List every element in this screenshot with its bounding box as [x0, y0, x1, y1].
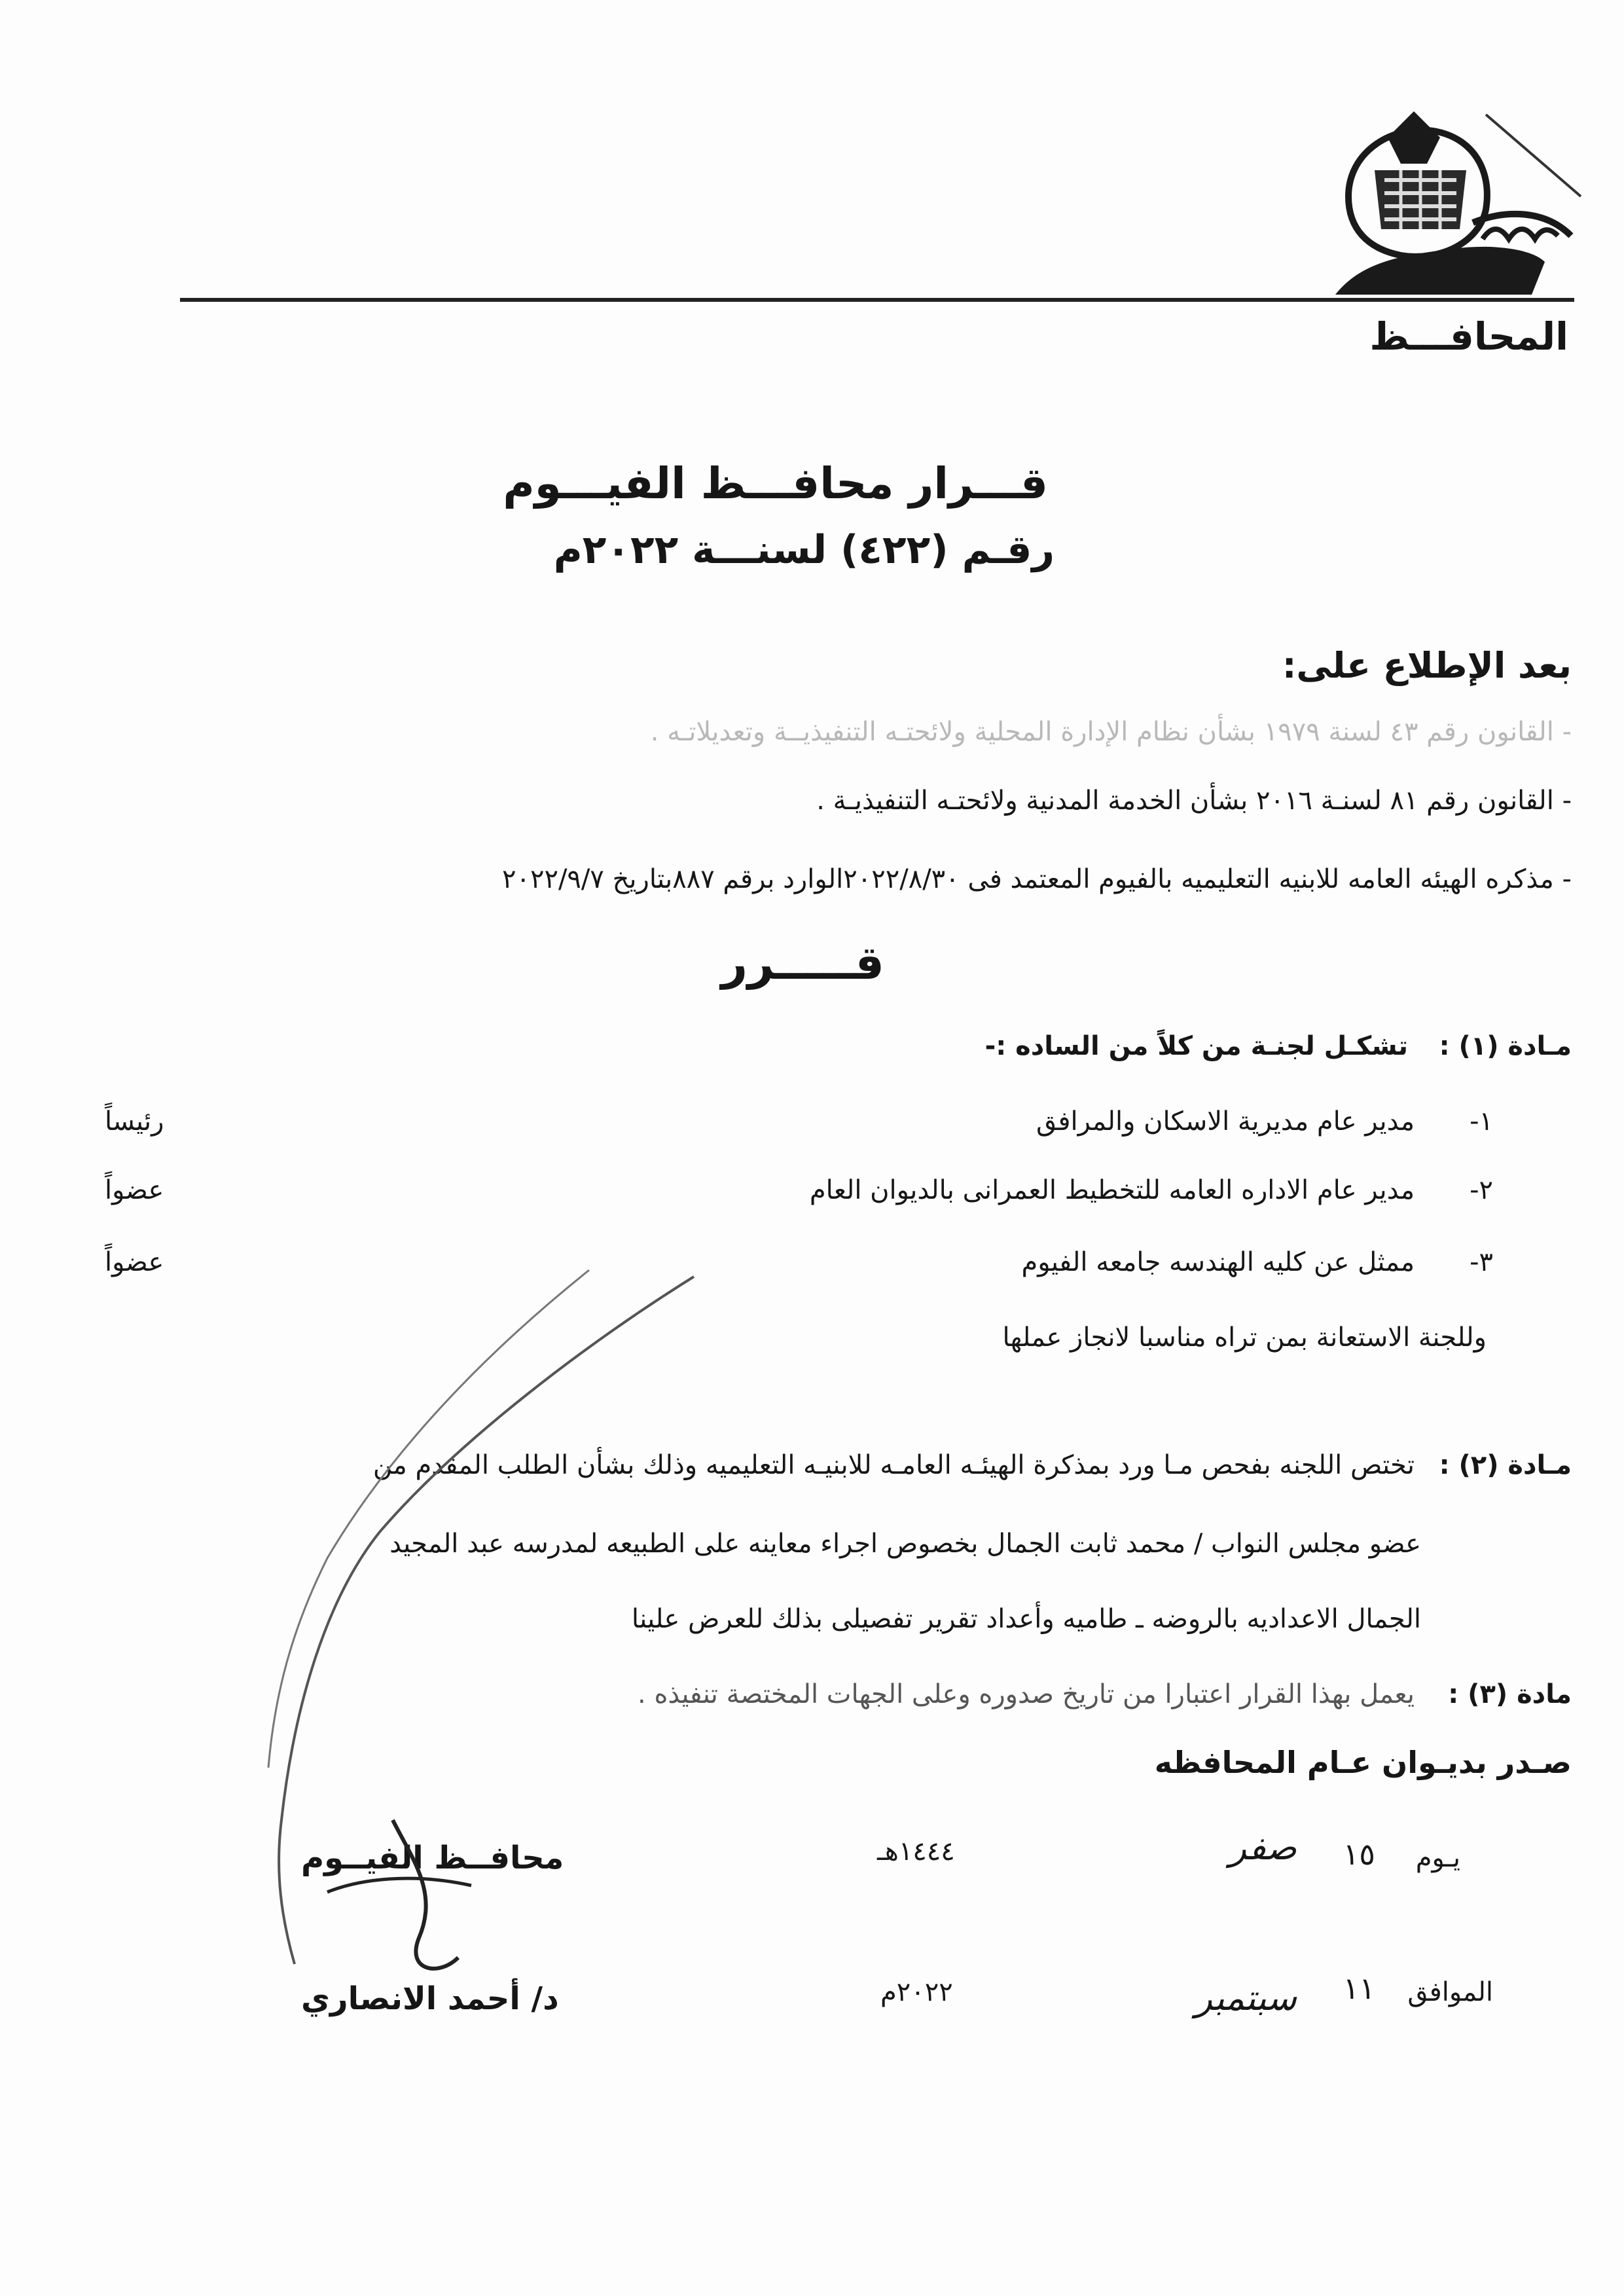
article-1-label: مـادة (١) : — [1439, 1031, 1572, 1061]
article-3-label: مادة (٣) : — [1448, 1679, 1572, 1709]
article-2-line: تختص اللجنه بفحص مـا ورد بمذكرة الهيئـه العامـه للابنيـه التعليميه وذلك بشأن الطلب المقدم من — [372, 1450, 1415, 1480]
signature-title: محافــظ الفيــوم — [301, 1840, 564, 1876]
decided-heading: قـــــرر — [721, 936, 884, 990]
member-number: ٢- — [1470, 1175, 1493, 1205]
reference-line: - القانون رقم ٤٣ لسنة ١٩٧٩ بشأن نظام الإدارة المحلية ولائحتـه التنفيذيــة وتعديلاتـه . — [650, 717, 1572, 747]
member-role: عضواً — [105, 1247, 164, 1277]
article-2-line: الجمال الاعداديه بالروضه ـ طاميه وأعداد تقرير تفصيلى بذلك للعرض علينا — [631, 1604, 1421, 1634]
member-role: عضواً — [105, 1175, 164, 1205]
hijri-month-handwritten: صفر — [1229, 1827, 1297, 1868]
reference-line: - مذكره الهيئه العامه للابنيه التعليميه بالفيوم المعتمد فى ٢٠٢٢/٨/٣٠الوارد برقم ٨٨٧بتاريخ ٢٠٢٢/٩/٧ — [502, 864, 1572, 894]
article-3-text: يعمل بهذا القرار اعتبارا من تاريخ صدوره وعلى الجهات المختصة تنفيذه . — [638, 1679, 1415, 1709]
article-1-note: وللجنة الاستعانة بمن تراه مناسبا لانجاز عملها — [1002, 1322, 1487, 1353]
signatory-name: د/ أحمد الانصاري — [301, 1980, 559, 2017]
handwritten-signature-icon — [131, 1231, 720, 2030]
day-number: ١٥ — [1343, 1836, 1375, 1872]
corresponding-label: الموافق — [1407, 1977, 1493, 2007]
article-2-label: مـادة (٢) : — [1439, 1450, 1572, 1480]
issued-line: صـدر بديـوان عـام المحافظه — [1154, 1745, 1572, 1780]
member-name: مدير عام الاداره العامه للتخطيط العمرانى بالديوان العام — [809, 1175, 1415, 1205]
hijri-year: ١٤٤٤هـ — [877, 1836, 955, 1867]
header-divider — [180, 298, 1574, 302]
gregorian-year: ٢٠٢٢م — [880, 1977, 953, 2007]
reference-line: - القانون رقم ٨١ لسنـة ٢٠١٦ بشأن الخدمة المدنية ولائحتـه التنفيذيـة . — [816, 786, 1572, 816]
article-1-text: تشكـل لجنـة من كلاً من الساده :- — [984, 1031, 1408, 1061]
gregorian-day: ١١ — [1343, 1971, 1375, 2006]
day-label: يـوم — [1415, 1843, 1460, 1873]
decree-title: قـــرار محافـــظ الفيـــوم — [503, 458, 1048, 509]
governorate-seal-icon — [1322, 98, 1584, 295]
member-name: ممثل عن كليه الهندسه جامعه الفيوم — [1021, 1247, 1415, 1277]
member-role: رئيساً — [105, 1106, 164, 1137]
article-2-line: عضو مجلس النواب / محمد ثابت الجمال بخصوص اجراء معاينه على الطبيعه لمدرسه عبد المجيد — [389, 1529, 1421, 1559]
member-name: مدير عام مديرية الاسكان والمرافق — [1036, 1106, 1415, 1137]
member-number: ٣- — [1470, 1247, 1493, 1277]
governor-heading: المحافـــظ — [1369, 314, 1568, 359]
decree-number: رقـم (٤٢٢) لسنـــة ٢٠٢٢م — [553, 527, 1055, 573]
preamble-intro: بعد الإطلاع على: — [1282, 645, 1572, 686]
gregorian-month-handwritten: سبتمبر — [1195, 1977, 1297, 2018]
member-number: ١- — [1470, 1106, 1493, 1137]
